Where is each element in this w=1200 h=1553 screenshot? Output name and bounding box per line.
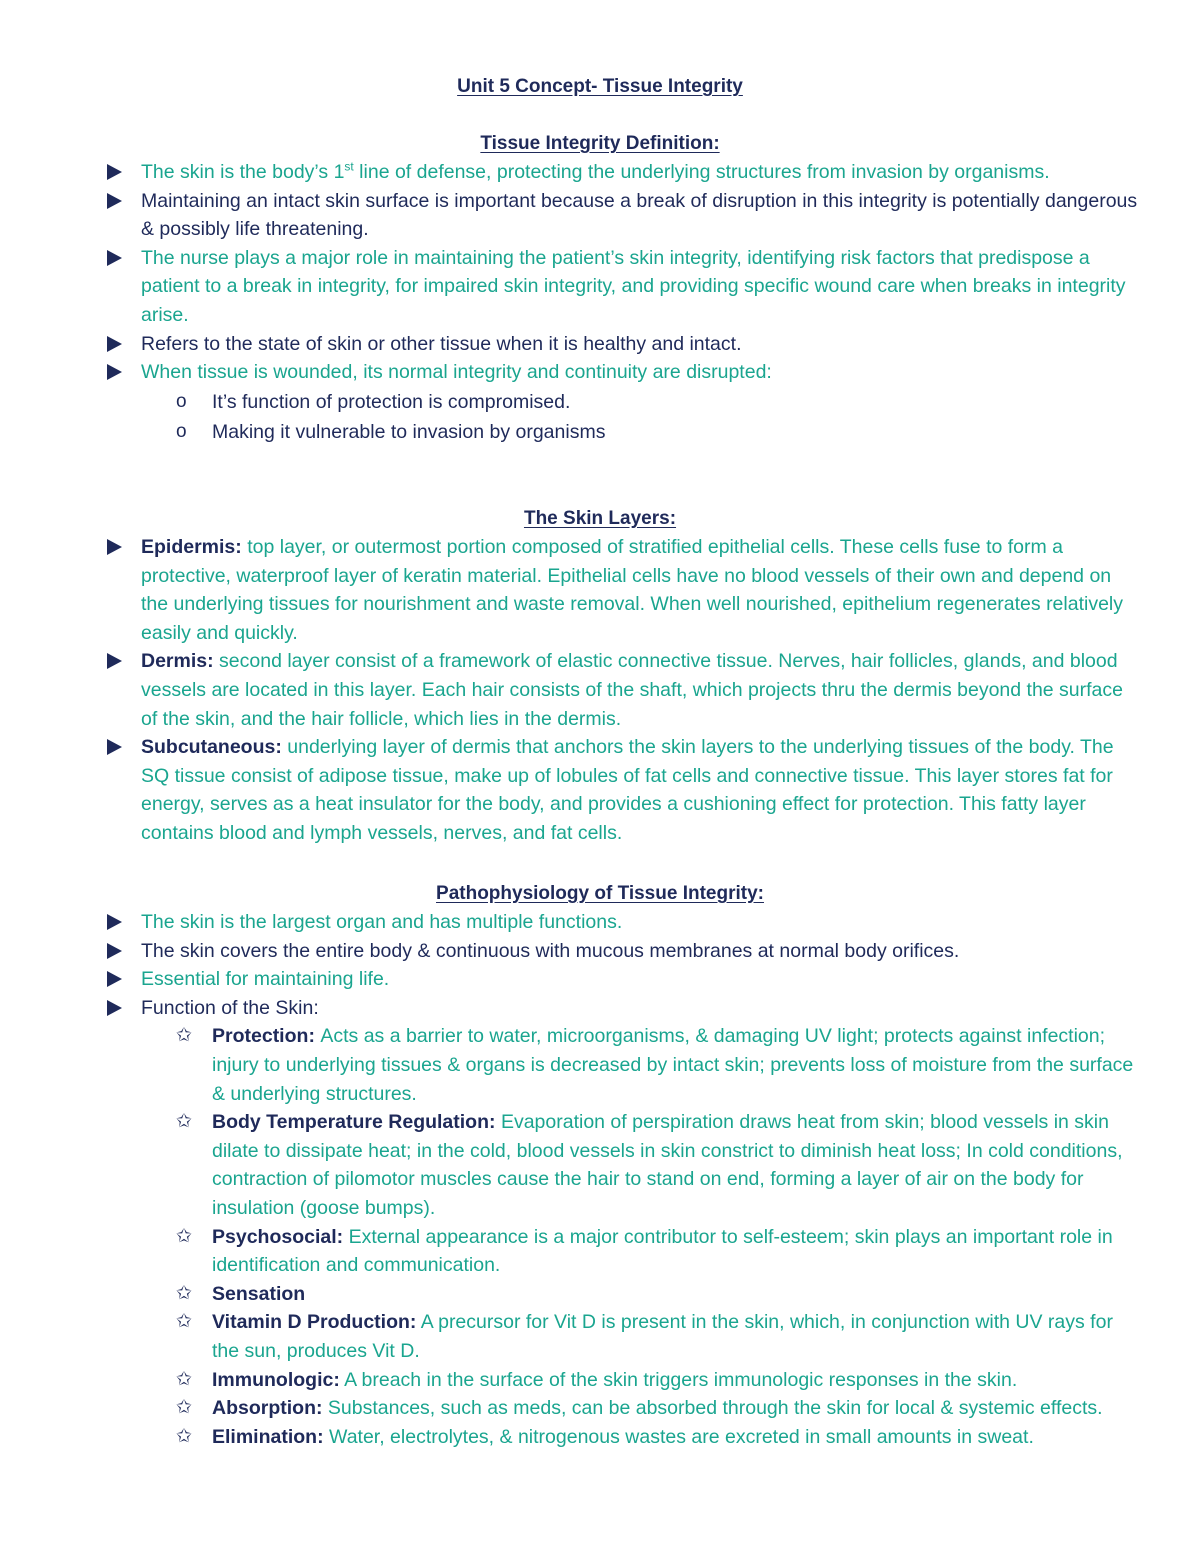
circle-bullet-icon: o (176, 390, 187, 412)
function-item (0, 1223, 1200, 1280)
function-item (0, 1366, 1200, 1395)
arrow-bullet-icon (107, 914, 122, 930)
function-label: Immunologic: (212, 1368, 340, 1391)
function-label: Vitamin D Production: (212, 1311, 417, 1334)
section-skin-layers (0, 505, 1200, 848)
list-item (0, 330, 1200, 359)
bullet-text: Refers to the state of skin or other tissue when it is healthy and intact. (141, 332, 742, 355)
bullet-text: line of defense, protecting the underlying structures from invasion by organisms. (353, 161, 1050, 183)
function-separator: : (308, 1025, 321, 1048)
bullet-text: The skin covers the entire body & continuous with mucous membranes at normal body orifices. (141, 939, 960, 962)
star-bullet-icon: ✩ (176, 1225, 192, 1247)
bullet-text: The skin is the largest organ and has multiple functions. (141, 911, 623, 933)
function-item (0, 1108, 1200, 1222)
sub-item-text: Making it vulnerable to invasion by organisms (212, 420, 606, 443)
section-heading: The Skin Layers: (523, 508, 677, 529)
function-item (0, 1308, 1200, 1365)
sub-list-item (0, 387, 1200, 417)
star-bullet-icon: ✩ (176, 1368, 192, 1390)
arrow-bullet-icon (107, 739, 122, 755)
section-heading: Tissue Integrity Definition: (480, 133, 720, 154)
function-item (0, 1423, 1200, 1452)
bullet-text: The nurse plays a major role in maintaining the patient’s skin integrity, identifying risk factors that predispose a patient to a break in integrity, for impaired skin integrity, and providing specific wound care when breaks in integrity arise. (141, 246, 1126, 326)
bullet-text: Essential for maintaining life. (141, 968, 390, 991)
function-text: A breach in the surface of the skin triggers immunologic responses in the skin. (344, 1368, 1018, 1391)
bullet-list (0, 158, 1200, 447)
list-item (0, 244, 1200, 330)
arrow-bullet-icon (107, 364, 122, 380)
function-item (0, 1022, 1200, 1108)
term-label: Subcutaneous: (141, 736, 282, 759)
term-definition: underlying layer of dermis that anchors the skin layers to the underlying tissues of the body. The SQ tissue consist of adipose tissue, make up of lobules of fat cells and connective tissue. This layer stores fat for energy, serves as a heat insulator for the body, and provides a cushioning effect for protection. This fatty layer contains blood and lymph vessels, nerves, and fat cells. (141, 736, 1114, 844)
function-text: Substances, such as meds, can be absorbed through the skin for local & systemic effects. (327, 1397, 1103, 1420)
star-bullet-icon: ✩ (176, 1311, 192, 1333)
star-bullet-icon: ✩ (176, 1282, 192, 1304)
list-item (0, 187, 1200, 244)
page-title: Unit 5 Concept- Tissue Integrity (457, 76, 743, 97)
bullet-text: When tissue is wounded, its normal integrity and continuity are disrupted: (141, 361, 772, 384)
star-bullet-icon: ✩ (176, 1397, 192, 1419)
list-item (0, 994, 1200, 1023)
arrow-bullet-icon (107, 164, 122, 180)
function-label: Protection (212, 1025, 309, 1048)
function-label: Sensation (212, 1282, 306, 1305)
function-item (0, 1394, 1200, 1423)
list-item (0, 358, 1200, 387)
list-item (0, 533, 1200, 647)
bullet-text: Function of the Skin: (141, 996, 319, 1019)
arrow-bullet-icon (107, 193, 122, 209)
section-tissue-integrity-definition (0, 130, 1200, 447)
arrow-bullet-icon (107, 943, 122, 959)
sub-list-item (0, 417, 1200, 447)
list-item (0, 647, 1200, 733)
function-item (0, 1280, 1200, 1309)
bullet-list (0, 533, 1200, 848)
star-bullet-icon: ✩ (176, 1111, 192, 1133)
list-item (0, 908, 1200, 937)
function-label: Body Temperature Regulation: (212, 1111, 496, 1134)
function-text: A precursor for Vit D is present in the skin, which, in conjunction with UV rays for the sun, produces Vit D. (212, 1311, 1113, 1362)
function-text: External appearance is a major contributor to self-esteem; skin plays an important role in identification and communication. (212, 1225, 1113, 1277)
arrow-bullet-icon (107, 1000, 122, 1016)
circle-bullet-icon: o (176, 420, 187, 442)
list-item (0, 733, 1200, 847)
list-item (0, 965, 1200, 994)
function-label: Psychosocial: (212, 1225, 344, 1248)
function-text: Acts as a barrier to water, microorganisms, & damaging UV light; protects against infection; injury to underlying tissues & organs is decreased by intact skin; prevents loss of moisture from the surface & underlying structures. (212, 1025, 1134, 1105)
arrow-bullet-icon (107, 250, 122, 266)
bullet-text: Maintaining an intact skin surface is important because a break of disruption in this integrity is potentially dangerous & possibly life threatening. (141, 189, 1138, 241)
section-pathophysiology (0, 880, 1200, 1451)
list-item (0, 158, 1200, 187)
term-definition: second layer consist of a framework of elastic connective tissue. Nerves, hair follicles, glands, and blood vessels are located in this layer. Each hair consists of the shaft, which projects thru the dermis beyond the surface of the skin, and the hair follicle, which lies in the dermis. (141, 650, 1123, 730)
arrow-bullet-icon (107, 539, 122, 555)
function-label: Absorption: (212, 1397, 323, 1420)
sub-item-text: It’s function of protection is compromised. (212, 390, 571, 413)
term-label: Epidermis (141, 536, 236, 558)
term-label: Dermis: (141, 650, 214, 673)
function-label: Elimination: (212, 1425, 324, 1448)
bullet-text: The skin is the body’s 1 (141, 161, 345, 183)
term-definition: top layer, or outermost portion composed of stratified epithelial cells. These cells fuse to form a protective, waterproof layer of keratin material. Epithelial cells have no blood vessels of their own and depend on the underlying tissues for nourishment and waste removal. When well nourished, epithelium regenerates relatively easily and quickly. (141, 536, 1124, 644)
term-separator: : (235, 536, 248, 558)
function-text: Evaporation of perspiration draws heat from skin; blood vessels in skin dilate to dissipate heat; in the cold, blood vessels in skin constrict to diminish heat loss; In cold conditions, contraction of pilomotor muscles cause the hair to stand on end, forming a layer of air on the body for insulation (goose bumps). (212, 1111, 1123, 1219)
bullet-list (0, 908, 1200, 1451)
section-heading: Pathophysiology of Tissue Integrity: (436, 883, 764, 904)
star-bullet-icon: ✩ (176, 1425, 192, 1447)
arrow-bullet-icon (107, 336, 122, 352)
star-bullet-icon: ✩ (176, 1025, 192, 1047)
function-text: Water, electrolytes, & nitrogenous wastes are excreted in small amounts in sweat. (329, 1425, 1034, 1448)
superscript: st (344, 159, 354, 174)
arrow-bullet-icon (107, 653, 122, 669)
list-item (0, 937, 1200, 966)
arrow-bullet-icon (107, 971, 122, 987)
